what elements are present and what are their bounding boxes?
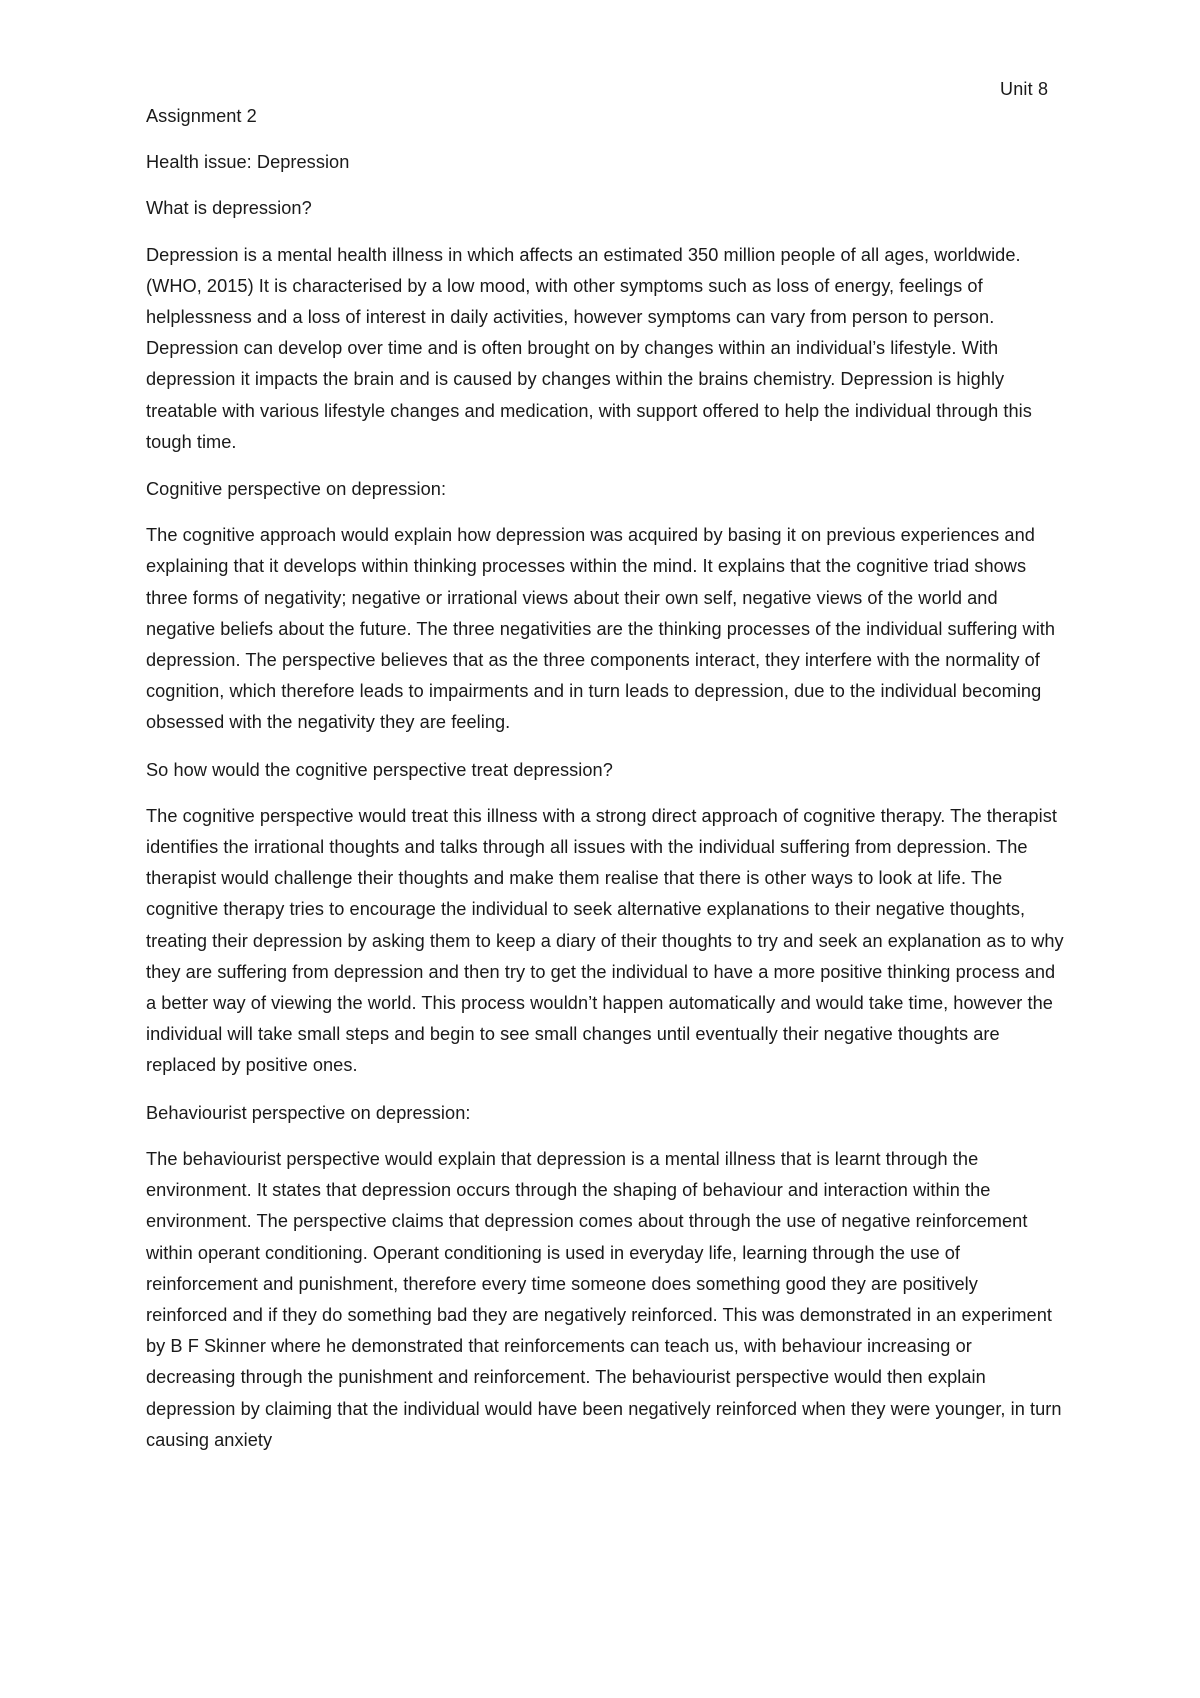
heading-cognitive-treatment: So how would the cognitive perspective treat depression? <box>146 759 613 780</box>
paragraph-behaviourist-perspective: The behaviourist perspective would explain that depression is a mental illness that is learnt through the environment. It states that depression occurs through the shaping of behaviour and interaction within the environment. The perspective claims that depression comes about through the use of negative reinforcement within operant conditioning. Operant conditioning is used in everyday life, learning through the use of reinforcement and punishment, therefore every time someone does something good they are positively reinforced and if they do something bad they are negatively reinforced. This was demonstrated in an experiment by B F Skinner where he demonstrated that reinforcements can teach us, with behaviour increasing or decreasing through the punishment and reinforcement. The behaviourist perspective would then explain depression by claiming that the individual would have been negatively reinforced when they were younger, in turn causing anxiety <box>146 1148 1062 1450</box>
heading-what-is-depression: What is depression? <box>146 198 312 219</box>
assignment-title: Assignment 2 <box>146 106 257 126</box>
paragraph-cognitive-treatment: The cognitive perspective would treat this illness with a strong direct approach of cognitive therapy. The therapist identifies the irrational thoughts and talks through all issues with the individual suffering from depression. The therapist would challenge their thoughts and make them realise that there is other ways to look at life. The cognitive therapy tries to encourage the individual to seek alternative explanations to their negative thoughts, treating their depression by asking them to keep a diary of their thoughts to try and seek an explanation as to why they are suffering from depression and then try to get the individual to have a more positive thinking process and a better way of viewing the world. This process wouldn’t happen automatically and would take time, however the individual will take small steps and begin to see small changes until eventually their negative thoughts are replaced by positive ones. <box>146 805 1064 1076</box>
health-issue-line: Health issue: Depression <box>146 152 350 173</box>
heading-behaviourist-perspective: Behaviourist perspective on depression: <box>146 1102 471 1123</box>
page-header-unit: Unit 8 <box>1000 79 1049 99</box>
paragraph-cognitive-perspective: The cognitive approach would explain how depression was acquired by basing it on previous experiences and explaining that it develops within thinking processes within the mind. It explains that the cognitive triad shows three forms of negativity; negative or irrational views about their own self, negative views of the world and negative beliefs about the future. The three negativities are the thinking processes of the individual suffering with depression. The perspective believes that as the three components interact, they interfere with the normality of cognition, which therefore leads to impairments and in turn leads to depression, due to the individual becoming obsessed with the negativity they are feeling. <box>146 525 1056 733</box>
paragraph-what-is-depression: Depression is a mental health illness in which affects an estimated 350 million people of all ages, worldwide. (WHO, 2015) It is characterised by a low mood, with other symptoms such as loss of energy, feelings of helplessness and a loss of interest in daily activities, however symptoms can vary from person to person. Depression can develop over time and is often brought on by changes within an individual’s lifestyle. With depression it impacts the brain and is caused by changes within the brains chemistry. Depression is highly treatable with various lifestyle changes and medication, with support offered to help the individual through this tough time. <box>146 244 1032 452</box>
heading-cognitive-perspective: Cognitive perspective on depression: <box>146 479 447 500</box>
document-body <box>146 101 1064 1456</box>
